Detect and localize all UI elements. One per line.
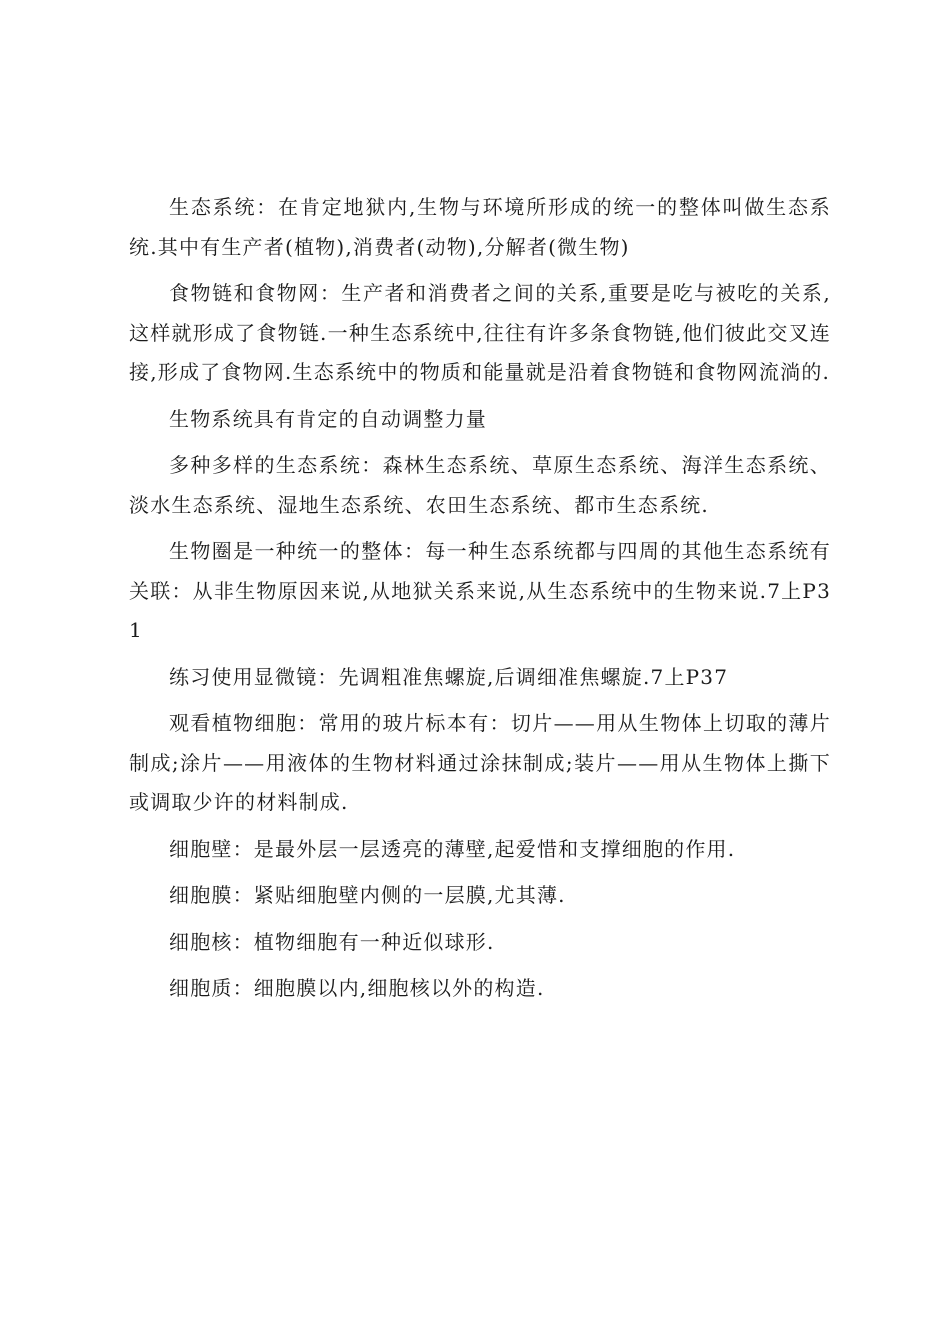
paragraph-biosphere: 生物圈是一种统一的整体：每一种生态系统都与四周的其他生态系统有关联：从非生物原因来说,从地狱关系来说,从生态系统中的生物来说.7上P31 [129,539,831,642]
paragraph-cell-wall: 细胞壁：是最外层一层透亮的薄壁,起爱惜和支撑细胞的作用. [169,836,736,861]
paragraph-ecosystem-types: 多种多样的生态系统：森林生态系统、草原生态系统、海洋生态系统、淡水生态系统、湿地生态系统、农田生态系统、都市生态系统. [129,453,831,517]
paragraph-cell-membrane: 细胞膜：紧贴细胞壁内侧的一层膜,尤其薄. [169,883,566,907]
paragraph-microscope: 练习使用显微镜：先调粗准焦螺旋,后调细准焦螺旋.7上P37 [169,664,729,689]
document-body [129,188,831,1016]
paragraph-plant-cell: 观看植物细胞：常用的玻片标本有：切片——用从生物体上切取的薄片制成;涂片——用液体的生物材料通过涂抹制成;装片——用从生物体上撕下或调取少许的材料制成. [129,711,831,814]
paragraph-self-regulation: 生物系统具有肯定的自动调整力量 [169,406,487,431]
paragraph-nucleus: 细胞核：植物细胞有一种近似球形. [169,929,495,954]
paragraph-ecosystem: 生态系统：在肯定地狱内,生物与环境所形成的统一的整体叫做生态系统.其中有生产者(植物),消费者(动物),分解者(微生物) [129,195,831,259]
paragraph-cytoplasm: 细胞质：细胞膜以内,细胞核以外的构造. [169,976,545,1000]
paragraph-food-chain: 食物链和食物网：生产者和消费者之间的关系,重要是吃与被吃的关系,这样就形成了食物链.一种生态系统中,往往有许多条食物链,他们彼此交叉连接,形成了食物网.生态系统中的物质和能量就是沿着食物链和食物网流淌的. [129,281,831,384]
